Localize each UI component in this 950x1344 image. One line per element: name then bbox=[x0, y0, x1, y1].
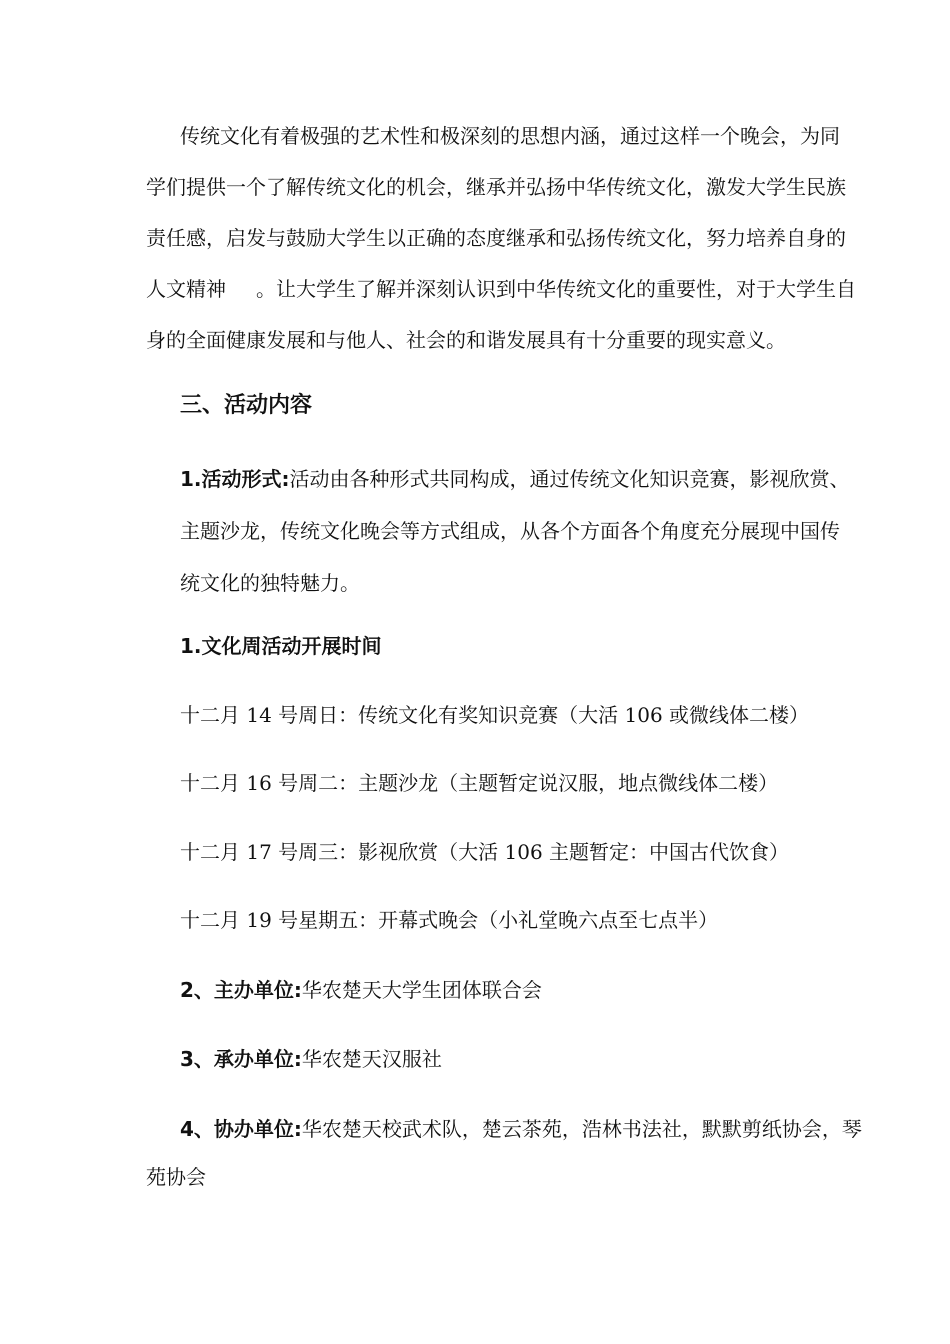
schedule-item: 十二月 17 号周三：影视欣赏（大活 106 主题暂定：中国古代饮食） bbox=[180, 840, 790, 864]
intro-line-4b: 。让大学生了解并深刻认识到中华传统文化的重要性，对于大学生自 bbox=[256, 277, 856, 301]
schedule-item: 十二月 19 号星期五：开幕式晚会（小礼堂晚六点至七点半） bbox=[180, 908, 719, 932]
schedule-heading: 1.文化周活动开展时间 bbox=[180, 634, 382, 658]
host-line bbox=[180, 978, 542, 1002]
form-line-2: 主题沙龙，传统文化晚会等方式组成，从各个方面各个角度充分展现中国传 bbox=[180, 519, 840, 543]
organizer-value: 华农楚天汉服社 bbox=[301, 1047, 442, 1071]
intro-line-5: 身的全面健康发展和与他人、社会的和谐发展具有十分重要的现实意义。 bbox=[146, 328, 786, 352]
intro-line-3: 责任感，启发与鼓励大学生以正确的态度继承和弘扬传统文化，努力培养自身的 bbox=[146, 226, 846, 250]
schedule-item: 十二月 14 号周日：传统文化有奖知识竞赛（大活 106 或微线体二楼） bbox=[180, 703, 810, 727]
form-line-3: 统文化的独特魅力。 bbox=[180, 571, 360, 595]
organizer-label: 3、承办单位: bbox=[180, 1047, 302, 1071]
coorganizer-value: 华农楚天校武术队，楚云茶苑，浩林书法社，默默剪纸协会，琴 bbox=[301, 1117, 862, 1141]
coorganizer-label: 4、协办单位: bbox=[180, 1117, 302, 1141]
intro-line-2: 学们提供一个了解传统文化的机会，继承并弘扬中华传统文化，激发大学生民族 bbox=[146, 175, 846, 199]
coorganizer-line-2: 苑协会 bbox=[146, 1165, 206, 1189]
schedule-item: 十二月 16 号周二：主题沙龙（主题暂定说汉服，地点微线体二楼） bbox=[180, 771, 779, 795]
intro-line-4 bbox=[146, 277, 856, 301]
intro-line-4a: 人文精神 bbox=[146, 277, 226, 301]
organizer-line bbox=[180, 1047, 442, 1071]
form-label: 1.活动形式: bbox=[180, 467, 290, 491]
section-heading: 三、活动内容 bbox=[180, 393, 313, 418]
form-text-1: 活动由各种形式共同构成，通过传统文化知识竞赛，影视欣赏、 bbox=[289, 467, 850, 491]
intro-line-1: 传统文化有着极强的艺术性和极深刻的思想内涵，通过这样一个晚会，为同 bbox=[180, 124, 840, 148]
form-line-1 bbox=[180, 467, 850, 491]
host-label: 2、主办单位: bbox=[180, 978, 302, 1002]
host-value: 华农楚天大学生团体联合会 bbox=[301, 978, 542, 1002]
coorganizer-line-1 bbox=[180, 1117, 862, 1141]
